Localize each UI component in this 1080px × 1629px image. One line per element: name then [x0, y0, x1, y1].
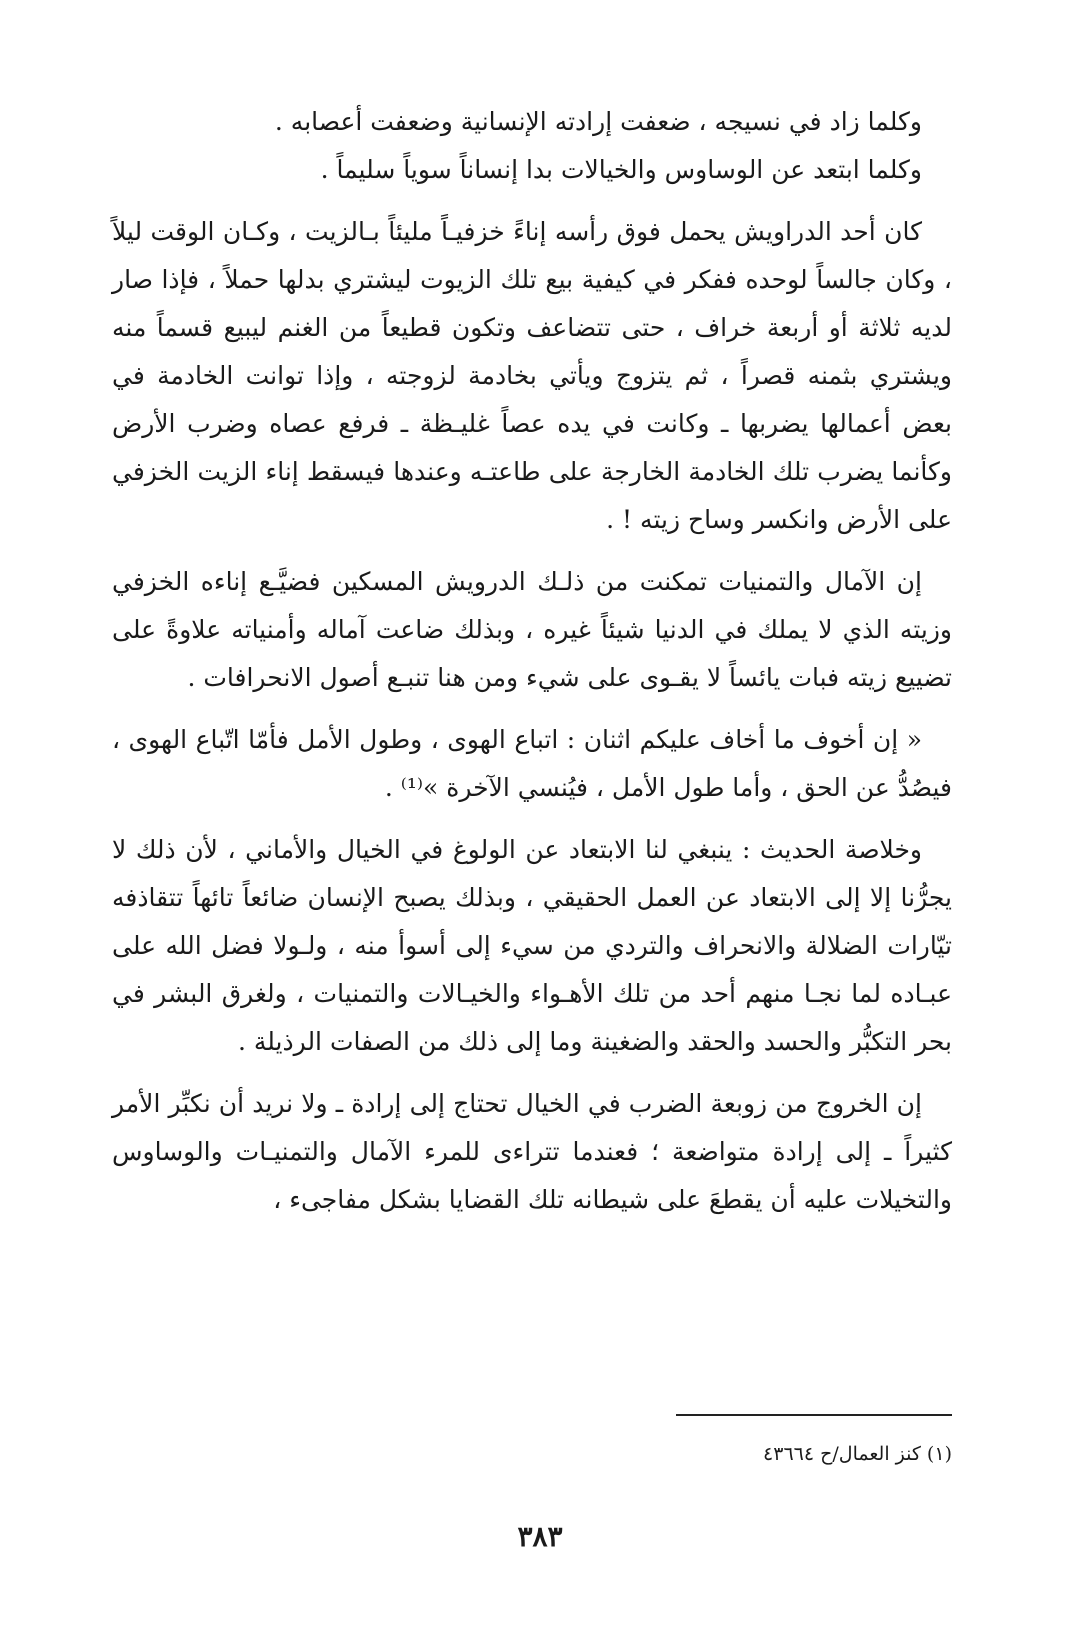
page-number: ٣٨٣: [517, 1520, 563, 1553]
paragraph-6: إن الخروج من زوبعة الضرب في الخيال تحتاج إلى إرادة ـ ولا نريد أن نكبِّر الأمر كثيراً ـ إلى إرادة متواضعة ؛ فعندما تتراءى للمرء الآمال والتمنيـات والوساوس والتخيلات عليه أن يقطعَ على شيطانه تلك القضايا بشكل مفاجىء ،: [112, 1089, 952, 1214]
paragraph-3: كان أحد الدراويش يحمل فوق رأسه إناءً خزفيـاً مليئاً بـالزيت ، وكـان الوقت ليلاً ، وكان جالساً لوحده ففكر في كيفية بيع تلك الزيوت ليشتري بدلها حملاً ، فإذا صار لديه ثلاثة أو أربعة خراف ، حتى تتضاعف وتكون قطيعاً من الغنم ليبيع قسماً منه ويشتري بثمنه قصراً ، ثم يتزوج ويأتي بخادمة لزوجته ، وإذا توانت الخادمة في بعض أعمالها يضربها ـ وكانت في يده عصاً غليـظة ـ فرفع عصاه وضرب الأرض وكأنما يضرب تلك الخادمة الخارجة على طاعتـه وعندها فيسقط إناء الزيت الخزفي على الأرض وانكسر وساح زيته ! .: [112, 217, 952, 534]
footnote-divider: [676, 1414, 952, 1416]
footnote: (١) كنز العمال/ح ٤٣٦٦٤: [763, 1443, 952, 1465]
paragraph-1: وكلما زاد في نسيجه ، ضعفت إرادته الإنسانية وضعفت أعصابه .: [274, 107, 922, 136]
paragraph-2: وكلما ابتعد عن الوساوس والخيالات بدا إنساناً سوياً سليماً .: [320, 155, 922, 184]
body-text: [112, 98, 952, 1238]
paragraph-5: وخلاصة الحديث : ينبغي لنا الابتعاد عن الولوغ في الخيال والأماني ، لأن ذلك لا يجرُّنا إلا إلى الابتعاد عن العمل الحقيقي ، وبذلك يصبح الإنسان ضائعاً تائهاً تتقاذفه تيّارات الضلالة والانحراف والتردي من سيء إلى أسوأ منه ، ولـولا فضل الله على عبـاده لما نجـا منهم أحد من تلك الأهـواء والخيـالات والتمنيات ، ولغرق البشر في بحر التكبُّر والحسد والحقد والضغينة وما إلى ذلك من الصفات الرذيلة .: [112, 835, 952, 1056]
hadith-quote: « إن أخوف ما أخاف عليكم اثنان : اتباع الهوى ، وطول الأمل فأمّا اتّباع الهوى ، فيصُدُّ عن الحق ، وأما طول الأمل ، فيُنسي الآخرة »⁽¹⁾ .: [112, 725, 952, 802]
paragraph-4: إن الآمال والتمنيات تمكنت من ذلـك الدرويش المسكين فضيَّـع إناءه الخزفي وزيته الذي لا يملك في الدنيا شيئاً غيره ، وبذلك ضاعت آماله وأمنياته علاوةً على تضييع زيته فبات يائساً لا يقـوى على شيء ومن هنا تنبـع أصول الانحرافات .: [112, 567, 952, 692]
